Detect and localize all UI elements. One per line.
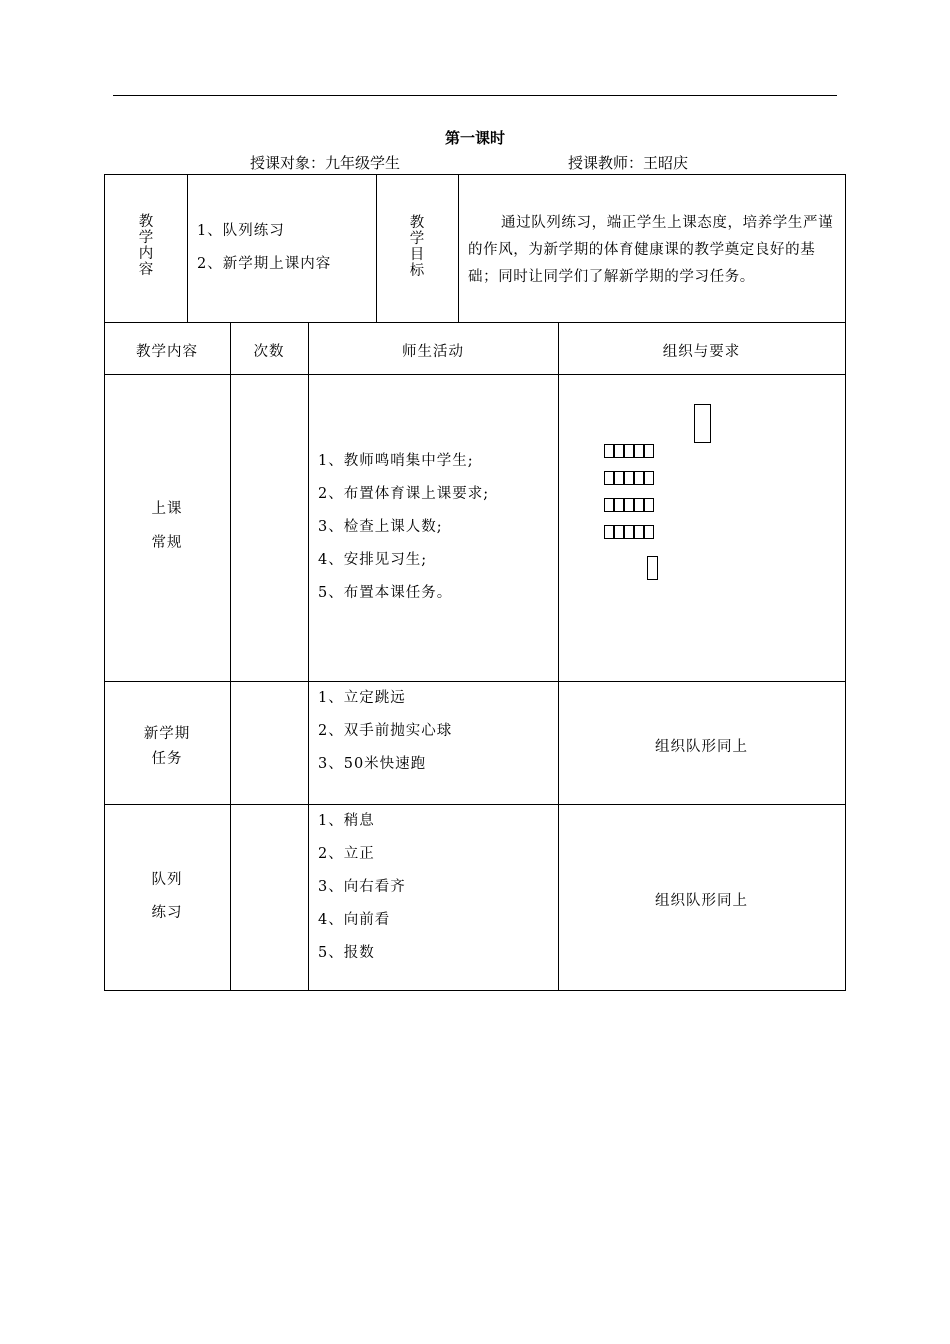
teacher-label: 授课教师：王昭庆 <box>568 154 689 172</box>
row3-activity-2: 2、立正 <box>318 846 375 862</box>
row3-activity-1: 1、稍息 <box>318 813 375 829</box>
row3-content-line1: 队列 <box>151 872 183 888</box>
goal-label: 教学目标 <box>409 215 425 279</box>
row3-activity-5: 5、报数 <box>318 945 375 961</box>
row1-activity-3: 3、检查上课人数; <box>318 519 443 535</box>
row2-content-line1: 新学期 <box>143 726 191 742</box>
row1-activity-2: 2、布置体育课上课要求; <box>318 486 490 502</box>
row3-organization: 组织队形同上 <box>655 893 748 909</box>
row1-activity-1: 1、教师鸣哨集中学生; <box>318 453 474 469</box>
goal-text: 通过队列练习，端正学生上课态度，培养学生严谨的作风，为新学期的体育健康课的教学奠定良好的基础；同时让同学们了解新学期的学习任务。 <box>468 215 834 285</box>
lesson-title: 第一课时 <box>444 129 505 147</box>
row1-activity-5: 5、布置本课任务。 <box>318 585 453 601</box>
teacher-marker <box>694 404 711 443</box>
column-header-count: 次数 <box>253 344 285 360</box>
column-header-content: 教学内容 <box>136 344 198 360</box>
content-label: 教学内容 <box>138 214 154 278</box>
row2-activity-3: 3、50米快速跑 <box>318 756 427 772</box>
row1-content-line1: 上课 <box>151 501 183 517</box>
audience-label: 授课对象：九年级学生 <box>250 154 401 172</box>
column-header-organization: 组织与要求 <box>662 344 741 360</box>
row3-content-line2: 练习 <box>151 905 183 921</box>
row1-content-line2: 常规 <box>151 535 183 551</box>
row2-activity-2: 2、双手前抛实心球 <box>318 723 453 739</box>
row1-activity-4: 4、安排见习生; <box>318 552 428 568</box>
row2-content-line2: 任务 <box>151 751 183 767</box>
content-item-1: 1、队列练习 <box>197 223 285 239</box>
row3-activity-3: 3、向右看齐 <box>318 879 406 895</box>
column-header-activities: 师生活动 <box>402 344 464 360</box>
content-item-2: 2、新学期上课内容 <box>197 256 332 272</box>
row2-activity-1: 1、立定跳远 <box>318 690 406 706</box>
row3-activity-4: 4、向前看 <box>318 912 391 928</box>
row2-organization: 组织队形同上 <box>655 739 748 755</box>
